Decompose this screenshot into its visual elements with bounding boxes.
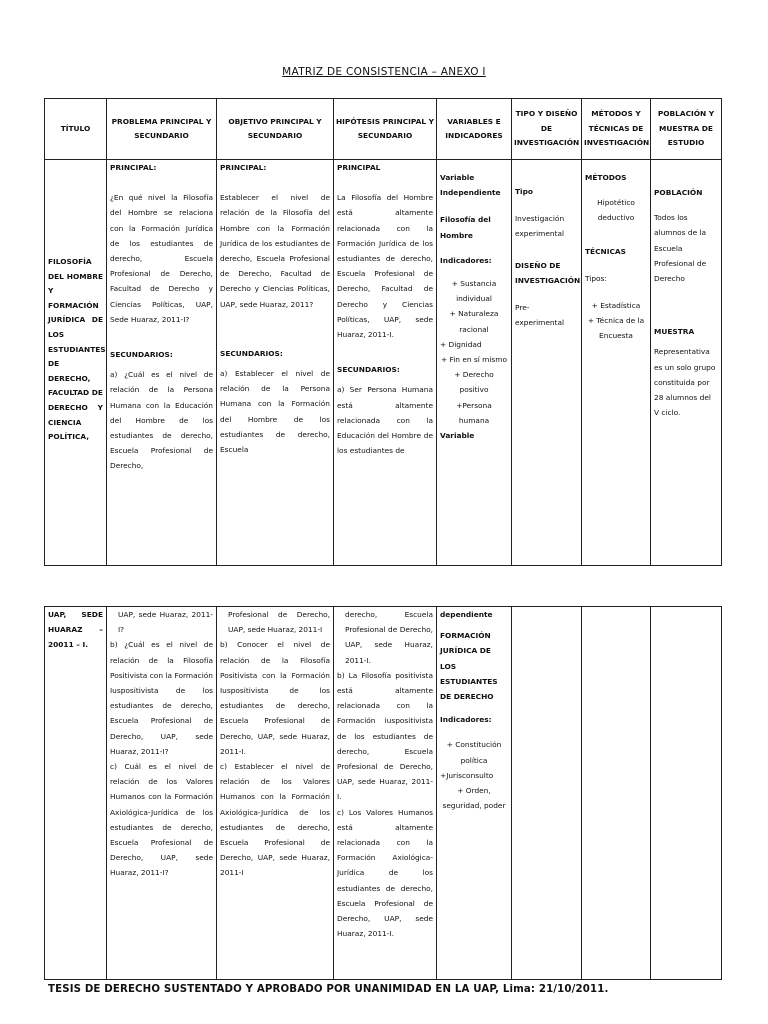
indicator-item: + Dignidad (440, 339, 482, 349)
indicator-item: + Constitución política (446, 740, 502, 765)
indicator-item: + Naturaleza racional (449, 309, 499, 334)
hipotesis-sec-a-cont: derecho, Escuela Profesional de Derecho, UAP, sede Huaraz, 2011-I. (345, 610, 433, 665)
problema-sec-c: c) Cuál es el nivel de relación de los Valores Humanos con la Formación Axiológica-Jurídica de los estudiantes de derecho, Escuela Profesional de Derecho, UAP, sede Huaraz, 2011-I? (110, 762, 213, 878)
table-row (45, 607, 722, 980)
footer-note: TESIS DE DERECHO SUSTENTADO Y APROBADO POR UNANIMIDAD EN LA UAP, Lima: 21/10/2011. (48, 984, 609, 995)
consistency-matrix-table (44, 98, 722, 566)
hipotesis-principal-label: PRINCIPAL (337, 163, 381, 172)
poblacion-cell (651, 160, 722, 566)
tecnica-item: + Técnica de la Encuesta (587, 316, 645, 341)
poblacion-label: POBLACIÓN (654, 188, 703, 197)
titulo-cell (45, 160, 107, 566)
indicator-item: +Persona humana (456, 400, 492, 425)
objetivo-sec-a: a) Establecer el nivel de relación de la Persona Humana con la Formación del Hombre de los estudiantes de derecho, Escuela (220, 369, 330, 455)
hipotesis-sec-a: a) Ser Persona Humana está altamente relacionada con la Educación del Hombre de los estudiantes de (337, 385, 433, 456)
hipotesis-sec-b: b) La Filosofía positivista está altamente relacionada con la Formación iuspositivista de los estudiantes de derecho, Escuela Profesional de Derecho, UAP, sede Huaraz, 2011-I. (337, 670, 433, 802)
tecnicas-label: TÉCNICAS (585, 246, 626, 256)
document-title: MATRIZ DE CONSISTENCIA – ANEXO I (282, 66, 486, 78)
metodos-label: MÉTODOS (585, 173, 627, 182)
variable-independiente-label: Variable Independiente (440, 173, 501, 198)
diseno-text: Pre-experimental (515, 303, 565, 328)
problema-sec-a-cont: UAP, sede Huaraz, 2011-I? (118, 610, 213, 635)
objetivo-principal-label: PRINCIPAL: (220, 163, 267, 172)
hipotesis-cell-cont (334, 607, 437, 980)
objetivo-sec-c: c) Establecer el nivel de relación de los Valores Humanos con la Formación Axiológica-Jurídica de los estudiantes de derecho, Escuela Profesional de Derecho, UAP, sede Huaraz, 2011-I (220, 762, 330, 878)
variables-cell (437, 160, 512, 566)
metodos-cell (582, 160, 651, 566)
variable-independiente: Filosofía del Hombre (440, 215, 491, 240)
header-titulo: TÍTULO (45, 99, 107, 160)
objetivo-secundarios-label: SECUNDARIOS: (220, 348, 283, 358)
header-tipo: TIPO Y DISEÑO DE INVESTIGACIÓN (512, 99, 582, 160)
variable-dependiente-label: Variable (440, 431, 475, 441)
titulo-text: FILOSOFÍA DEL HOMBRE Y FORMACIÓN JURÍDICA DE LOS ESTUDIANTES DE DERECHO, FACULTAD DE DERECHO Y CIENCIA POLÍTICA, (48, 257, 106, 442)
header-problema: PROBLEMA PRINCIPAL Y SECUNDARIO (107, 99, 217, 160)
header-hipotesis: HIPÓTESIS PRINCIPAL Y SECUNDARIO (334, 99, 437, 160)
problema-principal-label: PRINCIPAL: (110, 163, 157, 172)
objetivo-principal-text: Establecer el nivel de relación de la Filosofía del Hombre con la Formación Jurídica de los estudiantes de derecho, Escuela Profesional de Derecho, Facultad de Derecho y Ciencias Políticas, UAP, sede Huaraz, 2011? (220, 193, 330, 309)
header-objetivo: OBJETIVO PRINCIPAL Y SECUNDARIO (217, 99, 334, 160)
indicadores-2-label: Indicadores: (440, 715, 492, 725)
indicator-item: + Fin en sí mismo (441, 355, 507, 365)
titulo-text-cont: UAP, SEDE HUARAZ – 20011 – I. (48, 610, 103, 650)
hipotesis-sec-c: c) Los Valores Humanos está altamente relacionada con la Formación Axiológica-Jurídica de los estudiantes de derecho, Escuela Profesional de Derecho, UAP, sede Huaraz, 2011-I. (337, 807, 433, 939)
hipotesis-secundarios-label: SECUNDARIOS: (337, 365, 400, 375)
tipo-text: Investigación experimental (515, 214, 565, 239)
problema-principal-text: ¿En qué nivel la Filosofía del Hombre se relaciona con la Formación Jurídica de los estudiantes de derecho, Escuela Profesional de Derecho, Facultad de Derecho y Ciencias Políticas, UAP, Sede Huaraz, 2011-I? (110, 193, 213, 324)
metodo-text: Hipotético deductivo (597, 198, 635, 223)
indicator-item: + Sustancia individual (451, 279, 497, 304)
variable-dependiente: FORMACIÓN JURÍDICA DE LOS ESTUDIANTES DE DERECHO (440, 631, 498, 702)
diseno-label: DISEÑO DE INVESTIGACIÓN (515, 260, 581, 285)
indicator-item: + Derecho positivo (454, 370, 494, 395)
tipo-label: Tipo (515, 187, 533, 196)
problema-sec-b: b) ¿Cuál es el nivel de relación de la Filosofía Positivista con la Formación Iuspositivista de los estudiantes de derecho, Escuela Profesional de Derecho, UAP, sede Huaraz, 2011-I? (110, 640, 213, 756)
hipotesis-cell (334, 160, 437, 566)
problema-sec-a: a) ¿Cuál es el nivel de relación de la Persona Humana con la Educación del Hombre de los estudiantes de derecho, Escuela Profesional de Derecho, (110, 370, 213, 471)
tipo-cell (512, 160, 582, 566)
muestra-text: Representativa es un solo grupo constituida por 28 alumnos del V ciclo. (654, 347, 716, 418)
variable-dependiente-label-cont: dependiente (440, 610, 493, 619)
poblacion-cell-cont (651, 607, 722, 980)
poblacion-text: Todos los alumnos de la Escuela Profesional de Derecho (654, 213, 707, 284)
hipotesis-principal-text: La Filosofía del Hombre está altamente relacionada con la Formación Jurídica de los estudiantes de derecho, Escuela Profesional de Derecho, Facultad de Derecho y Ciencias Políticas, UAP, sede Huaraz, 2011-I. (337, 193, 433, 340)
indicator-item: +Jurisconsulto (440, 770, 494, 780)
objetivo-sec-b: b) Conocer el nivel de relación de la Filosofía Positivista con la Formación Iuspositivista de los estudiantes de derecho, Escuela Profesional de Derecho, UAP, sede Huaraz, 2011-I. (220, 640, 330, 756)
header-variables: VARIABLES E INDICADORES (437, 99, 512, 160)
header-poblacion: POBLACIÓN Y MUESTRA DE ESTUDIO (651, 99, 722, 160)
indicator-item: + Orden, seguridad, poder (442, 786, 506, 811)
problema-cell-cont (107, 607, 217, 980)
metodos-cell-cont (582, 607, 651, 980)
header-row (45, 99, 722, 160)
indicadores-label: Indicadores: (440, 255, 492, 265)
muestra-label: MUESTRA (654, 327, 695, 337)
objetivo-sec-a-cont: Profesional de Derecho, UAP, sede Huaraz, 2011-I (228, 610, 330, 635)
header-metodos: MÉTODOS Y TÉCNICAS DE INVESTIGACIÓN (582, 99, 651, 160)
variables-cell-cont (437, 607, 512, 980)
objetivo-cell (217, 160, 334, 566)
tipos-label: Tipos: (585, 273, 607, 283)
problema-cell (107, 160, 217, 566)
consistency-matrix-table-continued (44, 606, 722, 980)
titulo-cell-cont (45, 607, 107, 980)
problema-secundarios-label: SECUNDARIOS: (110, 350, 173, 360)
tipo-cell-cont (512, 607, 582, 980)
table-row (45, 160, 722, 566)
tecnica-item: + Estadística (591, 301, 641, 311)
objetivo-cell-cont (217, 607, 334, 980)
